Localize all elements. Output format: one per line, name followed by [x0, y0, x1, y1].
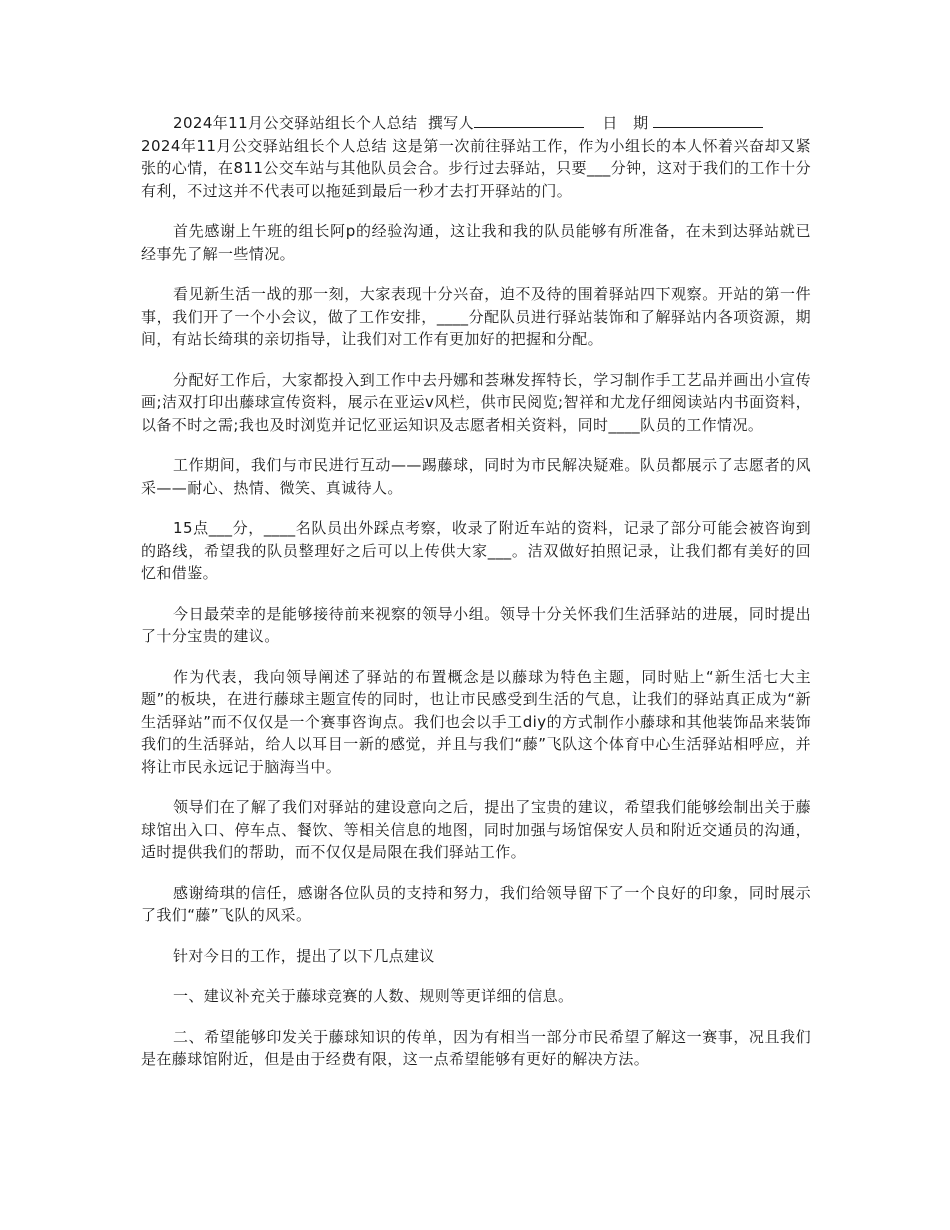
paragraph: 15点___分，____名队员出外踩点考察，收录了附近车站的资料，记录了部分可能会被咨询到的路线，希望我的队员整理好之后可以上传供大家___。洁双做好拍照记录，让我们都有美好的回忆和借鉴。: [141, 519, 811, 582]
writer-blank: [474, 112, 584, 128]
suggestion-item: 二、希望能够印发关于藤球知识的传单，因为有相当一部分市民希望了解这一赛事，况且我们是在藤球馆附近，但是由于经费有限，这一点希望能够有更好的解决方法。: [141, 1027, 811, 1068]
suggestion-item: 一、建议补充关于藤球竞赛的人数、规则等更详细的信息。: [173, 987, 574, 1005]
paragraph: 感谢绮琪的信任，感谢各位队员的支持和努力，我们给领导留下了一个良好的印象，同时展示了我们“藤”飞队的风采。: [141, 883, 811, 924]
writer-label: 撰写人: [427, 114, 475, 132]
paragraph: 看见新生活一战的那一刻，大家表现十分兴奋，迫不及待的围着驿站四下观察。开站的第一件事，我们开了一个小会议，做了工作安排，____分配队员进行驿站装饰和了解驿站内各项资源，期间，有站长绮琪的亲切指导，让我们对工作有更加好的把握和分配。: [141, 285, 811, 348]
date-blank: [653, 112, 763, 128]
document-title: 2024年11月公交驿站组长个人总结: [173, 114, 418, 132]
paragraph: 首先感谢上午班的组长阿p的经验沟通，这让我和我的队员能够有所准备，在未到达驿站就已经事先了解一些情况。: [141, 222, 811, 263]
paragraph: 工作期间，我们与市民进行互动——踢藤球，同时为市民解决疑难。队员都展示了志愿者的风采——耐心、热情、微笑、真诚待人。: [141, 456, 811, 497]
document-page: [141, 112, 811, 1089]
paragraph: 领导们在了解了我们对驿站的建设意向之后，提出了宝贵的建议，希望我们能够绘制出关于藤球馆出入口、停车点、餐饮、等相关信息的地图，同时加强与场馆保安人员和附近交通员的沟通，适时提供我们的帮助，而不仅仅是局限在我们驿站工作。: [141, 798, 811, 861]
header-line: [141, 112, 811, 135]
paragraph: 分配好工作后，大家都投入到工作中去丹娜和荟琳发挥特长，学习制作手工艺品并画出小宣传画;洁双打印出藤球宣传资料，展示在亚运v风栏，供市民阅览;智祥和尤龙仔细阅读站内书面资料，以备不时之需;我也及时浏览并记忆亚运知识及志愿者相关资料，同时____队员的工作情况。: [141, 370, 811, 434]
paragraph: 针对今日的工作，提出了以下几点建议: [173, 946, 435, 965]
date-label: 日 期: [602, 114, 649, 132]
paragraph-intro: 2024年11月公交驿站组长个人总结 这是第一次前往驿站工作，作为小组长的本人怀着兴奋却又紧张的心情，在811公交车站与其他队员会合。步行过去驿站，只要___分钟，这对于我们的工作十分有利，不过这并不代表可以拖延到最后一秒才去打开驿站的门。: [141, 136, 811, 200]
document-header: [141, 112, 811, 135]
paragraph: 今日最荣幸的是能够接待前来视察的领导小组。领导十分关怀我们生活驿站的进展，同时提出了十分宝贵的建议。: [141, 604, 811, 645]
paragraph: 作为代表，我向领导阐述了驿站的布置概念是以藤球为特色主题，同时贴上“新生活七大主题”的板块，在进行藤球主题宣传的同时，也让市民感受到生活的气息，让我们的驿站真正成为“新生活驿站”而不仅仅是一个赛事咨询点。我们也会以手工diy的方式制作小藤球和其他装饰品来装饰我们的生活驿站，给人以耳目一新的感觉，并且与我们“藤”飞队这个体育中心生活驿站相呼应，并将让市民永远记于脑海当中。: [141, 667, 811, 776]
